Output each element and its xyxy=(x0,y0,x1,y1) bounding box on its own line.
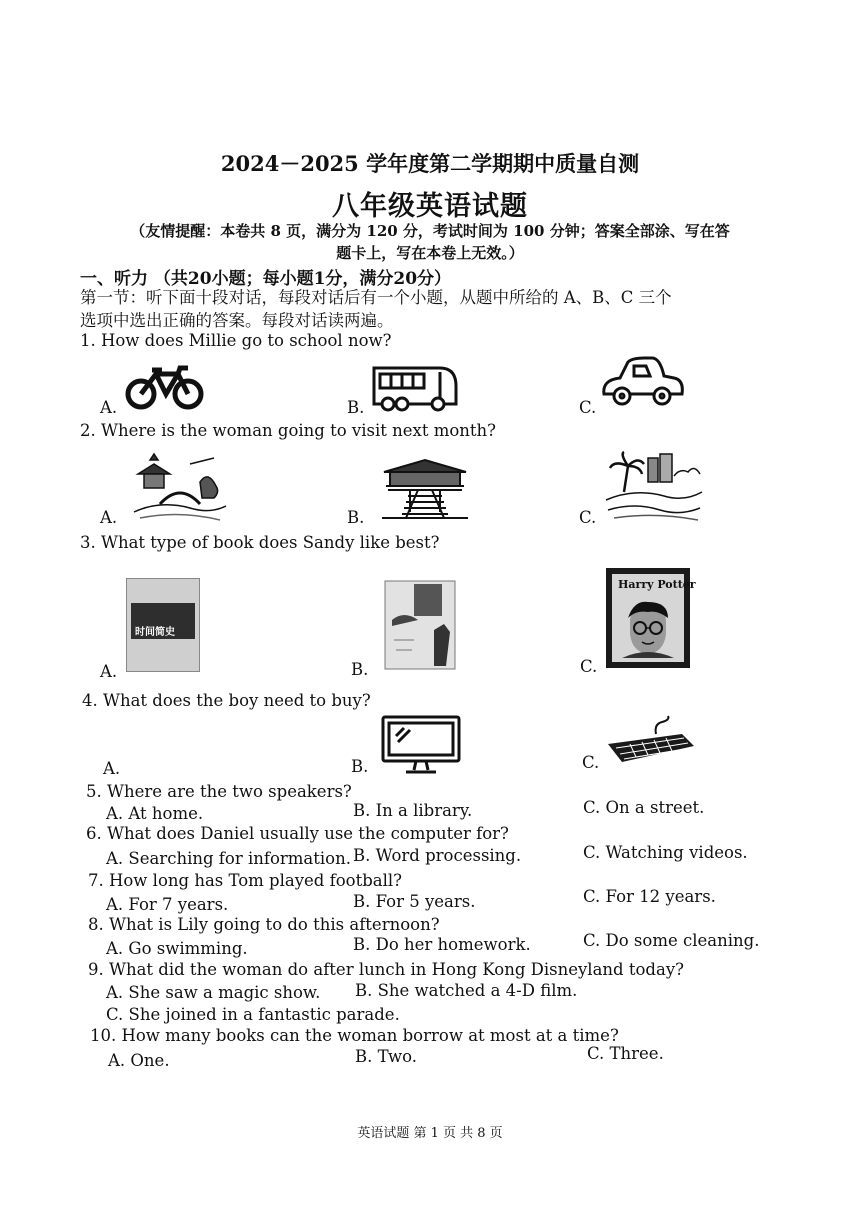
question-10: 10. How many books can the woman borrow at most at a time? xyxy=(90,1026,619,1045)
q1-option-a-label: A. xyxy=(100,398,118,417)
instruction-line-2: 选项中选出正确的答案。每段对话读两遍。 xyxy=(80,311,394,330)
q9-option-c: C. She joined in a fantastic parade. xyxy=(106,1005,400,1024)
question-1: 1. How does Millie go to school now? xyxy=(80,331,392,350)
q9-option-a: A. She saw a magic show. xyxy=(106,983,321,1002)
q5-option-a: A. At home. xyxy=(106,804,204,823)
notice-line-2: 题卡上，写在本卷上无效。） xyxy=(336,244,524,262)
question-6: 6. What does Daniel usually use the computer for? xyxy=(86,824,509,843)
harry-potter-title: Harry Potter xyxy=(618,578,696,591)
section-heading: 一、听力 （共20小题；每小题1分，满分20分） xyxy=(80,269,452,289)
q5-option-b: B. In a library. xyxy=(353,801,473,820)
science-book-cover xyxy=(126,578,200,672)
novel-book-cover xyxy=(384,580,456,670)
q7-option-c: C. For 12 years. xyxy=(583,887,716,906)
q6-option-b: B. Word processing. xyxy=(353,846,522,865)
harry-potter-book-cover xyxy=(606,568,696,668)
q5-option-c: C. On a street. xyxy=(583,798,705,817)
q10-option-b: B. Two. xyxy=(355,1047,418,1066)
question-2: 2. Where is the woman going to visit next month? xyxy=(80,421,497,440)
question-7: 7. How long has Tom played football? xyxy=(88,871,403,890)
q6-option-a: A. Searching for information. xyxy=(106,849,351,868)
question-9: 9. What did the woman do after lunch in Hong Kong Disneyland today? xyxy=(88,960,684,979)
q8-option-b: B. Do her homework. xyxy=(353,935,531,954)
q7-option-a: A. For 7 years. xyxy=(106,895,229,914)
q4-option-a-label: A. xyxy=(103,759,121,778)
question-3: 3. What type of book does Sandy like best? xyxy=(80,533,440,552)
exam-title: 2024－2025 学年度第二学期期中质量自测 xyxy=(220,151,640,176)
keyboard-icon xyxy=(604,718,696,766)
question-5: 5. Where are the two speakers? xyxy=(86,782,352,801)
q2-option-c-label: C. xyxy=(579,508,597,527)
garden-pavilion-icon xyxy=(130,452,230,524)
q3-option-a-label: A. xyxy=(100,662,118,681)
page-footer: 英语试题 第 1 页 共 8 页 xyxy=(357,1126,503,1141)
beach-resort-icon xyxy=(604,452,704,522)
q2-option-a-label: A. xyxy=(100,508,118,527)
q1-option-b-label: B. xyxy=(347,398,365,417)
q2-option-b-label: B. xyxy=(347,508,365,527)
palace-gate-icon xyxy=(380,456,470,520)
q6-option-c: C. Watching videos. xyxy=(583,843,748,862)
q8-option-a: A. Go swimming. xyxy=(106,939,248,958)
science-book-title: 时间简史 xyxy=(135,627,175,638)
exam-subtitle: 八年级英语试题 xyxy=(332,191,528,222)
q1-option-c-label: C. xyxy=(579,398,597,417)
car-icon xyxy=(600,356,686,412)
monitor-icon xyxy=(380,714,462,776)
cover-frame xyxy=(612,574,696,662)
q10-option-a: A. One. xyxy=(108,1051,170,1070)
instruction-line-1: 第一节：听下面十段对话，每段对话后有一个小题，从题中所给的 A、B、C 三个 xyxy=(80,288,672,307)
q9-option-b: B. She watched a 4-D film. xyxy=(355,981,578,1000)
q3-option-c-label: C. xyxy=(580,657,598,676)
bicycle-icon xyxy=(124,366,206,412)
question-8: 8. What is Lily going to do this afternoon? xyxy=(88,915,440,934)
exam-notice xyxy=(100,220,760,264)
boy-portrait-icon xyxy=(622,600,674,658)
section-instruction xyxy=(80,286,760,332)
q10-option-c: C. Three. xyxy=(587,1044,664,1063)
q4-option-c-label: C. xyxy=(582,753,600,772)
notice-line-1: （友情提醒：本卷共 8 页，满分为 120 分，考试时间为 100 分钟；答案全部涂、写在答 xyxy=(130,222,730,240)
q8-option-c: C. Do some cleaning. xyxy=(583,931,760,950)
q4-option-b-label: B. xyxy=(351,757,369,776)
question-4: 4. What does the boy need to buy? xyxy=(82,691,371,710)
bus-icon xyxy=(370,364,458,412)
q7-option-b: B. For 5 years. xyxy=(353,892,476,911)
q3-option-b-label: B. xyxy=(351,660,369,679)
